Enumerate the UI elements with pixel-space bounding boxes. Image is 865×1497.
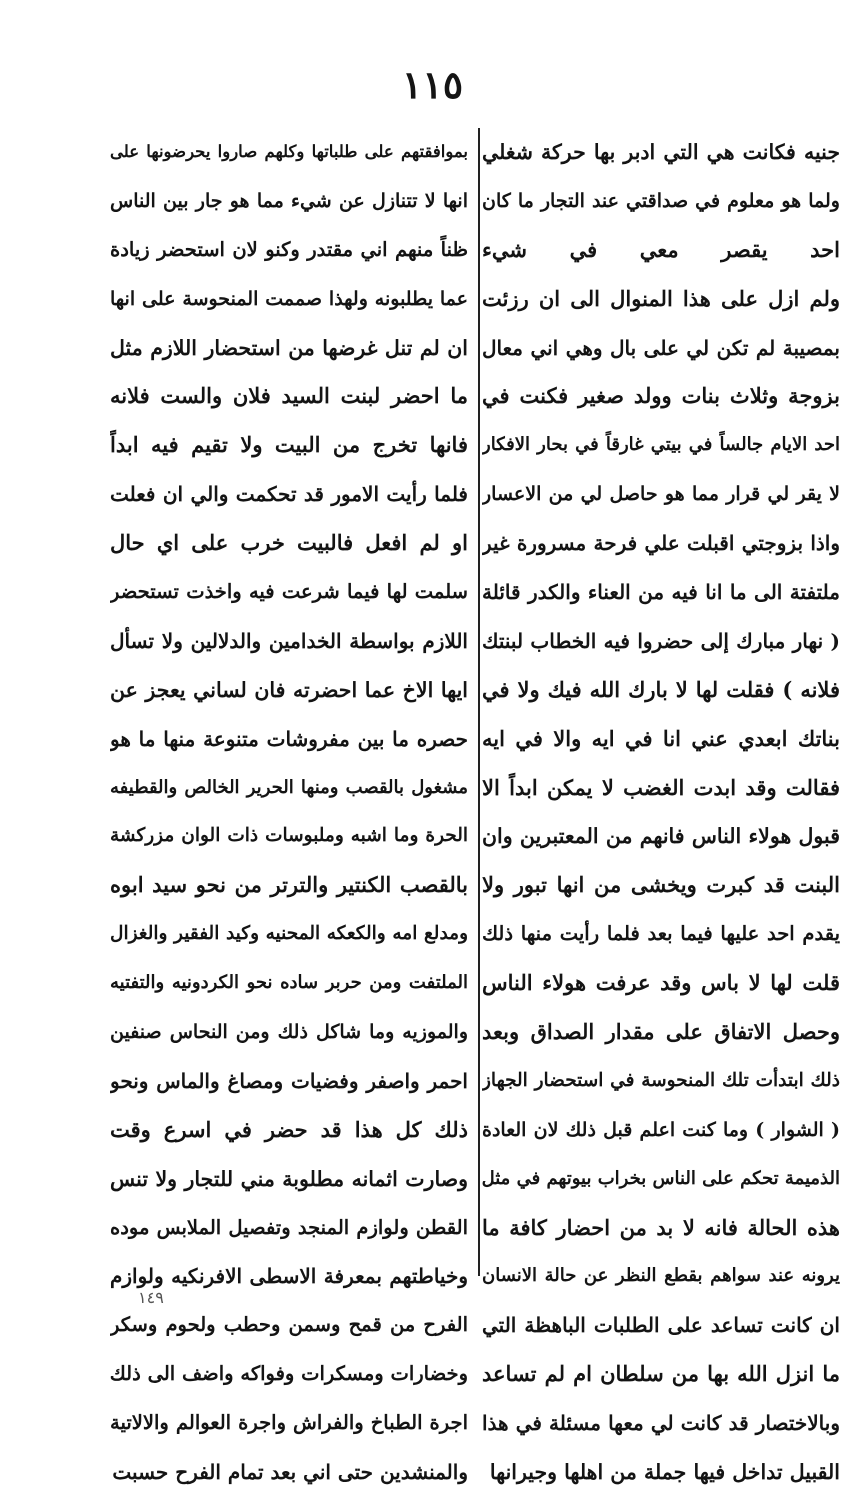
text-line: وبالاختصار قد كانت لي معها مسئلة في هذا <box>482 1411 840 1436</box>
text-line: انها لا تتنازل عن شيء مما هو جار بين الناس <box>110 189 468 212</box>
text-line: ولم ازل على هذا المنوال الى ان رزئت <box>482 285 840 311</box>
text-line: ذلك ابتدأت تلك المنحوسة في استحضار الجهاز <box>482 1069 840 1091</box>
text-line: جنيه فكانت هي التي ادبر بها حركة شغلي <box>482 140 840 164</box>
text-line: واذا بزوجتي اقبلت علي فرحة مسرورة غير <box>482 531 840 556</box>
text-line: قلت لها لا باس وقد عرفت هولاء الناس <box>482 970 840 996</box>
text-line: فلانه ) فقلت لها لا بارك الله فيك ولا في <box>482 676 840 702</box>
text-line: الملتفت ومن حربر ساده نحو الكردونيه والتفتيه <box>110 972 468 994</box>
text-line: اجرة الطباخ والفراش واجرة العوالم والالاتية <box>110 1411 468 1435</box>
text-line: بالقصب الكنتير والترتر من نحو سيد ابوه <box>110 872 468 898</box>
text-line: بمصيبة لم تكن لي على بال وهي اني معال <box>482 335 840 360</box>
text-line: مشغول بالقصب ومنها الحرير الخالص والقطيفه <box>110 776 468 798</box>
text-line: ملتفتة الى ما انا فيه من العناء والكدر قائلة <box>482 580 840 605</box>
text-line: ولما هو معلوم في صداقتي عند التجار ما كان <box>482 189 840 212</box>
text-line: القبيل تداخل فيها جملة من اهلها وجيرانها <box>489 1460 840 1485</box>
text-line: والمنشدين حتى اني بعد تمام الفرح حسبت <box>112 1460 468 1485</box>
text-line: احد يقصر معي في شيء <box>482 236 840 262</box>
text-line: ايها الاخ عما احضرته فان لساني يعجز عن <box>110 677 468 702</box>
text-line: ان كانت تساعد على الطلبات الباهظة التي <box>482 1313 840 1338</box>
text-line: هذه الحالة فانه لا بد من احضار كافة ما <box>482 1214 840 1240</box>
text-line: سلمت لها فيما شرعت فيه واخذت تستحضر <box>110 580 468 604</box>
text-line: ما احضر لبنت السيد فلان والست فلانه <box>110 383 468 409</box>
text-line: ومدلع امه والكعكه المحنيه وكيد الفقير والغزال <box>110 923 468 945</box>
text-line: عما يطلبونه ولهذا صممت المنحوسة على انها <box>110 287 468 310</box>
text-line: يقدم احد عليها فيما بعد فلما رأيت منها ذلك <box>482 922 840 946</box>
text-line: ما انزل الله بها من سلطان ام لم تساعد <box>482 1361 840 1387</box>
text-line: بناتك ابعدي عني انا في ايه والا في ايه <box>482 725 840 751</box>
page-number: ١١٥ <box>401 62 464 107</box>
text-line: وصارت اثمانه مطلوبة مني للتجار ولا تنس <box>110 1166 468 1191</box>
text-line: والموزيه وما شاكل ذلك ومن النحاس صنفين <box>110 1021 468 1044</box>
text-line: احد الايام جالساً في بيتي غارقاً في بحار الافكار <box>482 434 840 456</box>
text-line: ذلك كل هذا قد حضر في اسرع وقت <box>110 1116 468 1142</box>
text-line: وحصل الاتفاق على مقدار الصداق وبعد <box>482 1019 840 1045</box>
text-line: الحرة وما اشبه وملبوسات ذات الوان مزركشة <box>110 825 468 847</box>
text-line: الفرح من قمح وسمن وحطب ولحوم وسكر <box>110 1313 468 1337</box>
text-line: وخياطتهم بمعرفة الاسطى الافرنكيه ولوازم <box>110 1264 468 1289</box>
text-line: ظناً منهم اني مقتدر وكنو لان استحضر زيادة <box>110 237 468 261</box>
text-line: او لم افعل فالبيت خرب على اي حال <box>110 530 468 556</box>
text-line: ( نهار مبارك إلى حضروا فيه الخطاب لبنتك <box>482 628 840 653</box>
text-line: حصره ما بين مفروشات متنوعة منها ما هو <box>110 726 468 751</box>
column-divider <box>478 128 480 1276</box>
text-line: فانها تخرج من البيت ولا تقيم فيه ابداً <box>110 432 468 458</box>
text-line: ( الشوار ) وما كنت اعلم قبل ذلك لان العادة <box>482 1118 840 1141</box>
text-line: فقالت وقد ابدت الغضب لا يمكن ابداً الا <box>482 774 840 800</box>
text-line: ان لم تنل غرضها من استحضار اللازم مثل <box>110 335 468 360</box>
text-line: فلما رأيت الامور قد تحكمت والي ان فعلت <box>110 482 468 507</box>
text-line: بموافقتهم على طلباتها وكلهم صاروا يحرضونها على <box>110 142 468 161</box>
text-line: القطن ولوازم المنجد وتفصيل الملابس موده <box>110 1215 468 1239</box>
text-line: قبول هولاء الناس فانهم من المعتبرين وان <box>482 824 840 849</box>
text-line: بزوجة وثلاث بنات وولد صغير فكنت في <box>482 383 840 409</box>
text-line: البنت قد كبرت ويخشى من انها تبور ولا <box>482 872 840 898</box>
text-line: وخضارات ومسكرات وفواكه واضف الى ذلك <box>110 1362 468 1386</box>
footer-mark: ١٤٩ <box>138 1288 164 1307</box>
text-line: احمر واصفر وفضيات ومصاغ والماس ونحو <box>110 1068 468 1093</box>
right-text-column <box>482 128 840 1497</box>
text-line: لا يقر لي قرار مما هو حاصل لي من الاعسار <box>482 483 840 506</box>
text-line: اللازم بواسطة الخدامين والدلالين ولا تسأل <box>110 628 468 653</box>
text-line: الذميمة تحكم على الناس بخراب بيوتهم في مثل <box>482 1167 840 1189</box>
text-line: يرونه عند سواهم بقطع النظر عن حالة الانسان <box>482 1265 840 1287</box>
